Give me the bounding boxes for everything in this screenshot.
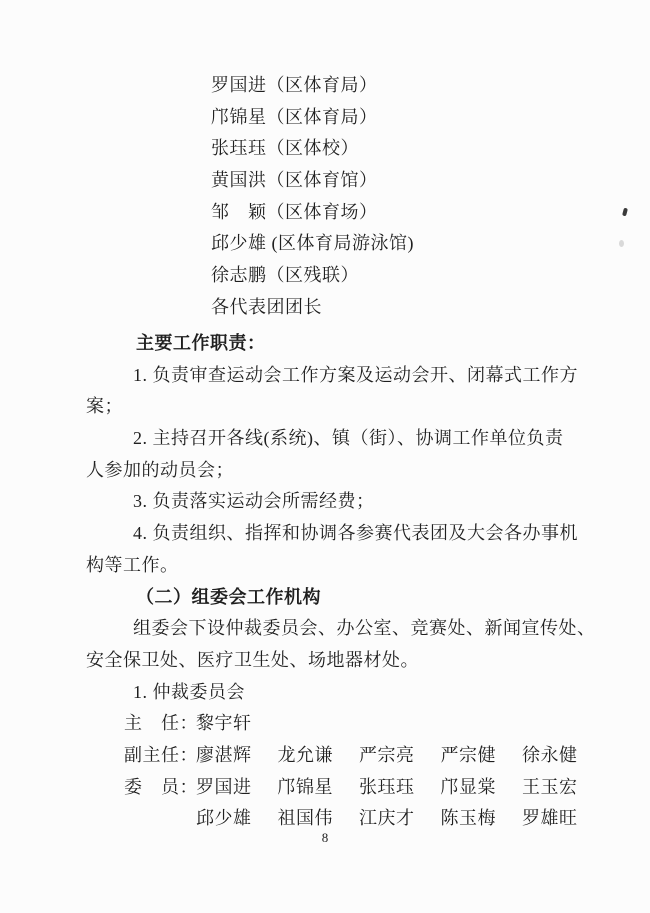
person-name: 祖国伟 [277,808,333,829]
person-name: 严宗亮 [359,744,415,765]
duty-line: 4. 负责组织、指挥和协调各参赛代表团及大会各办事机 [133,523,578,544]
person-name: 龙允谦 [277,744,333,765]
name-list-item: 邱少雄 (区体育局游泳馆) [211,233,414,254]
chair-names [196,708,252,740]
name-list-item: 罗国进（区体育局） [211,75,378,95]
duty-line: 构等工作。 [86,554,179,575]
person-name: 张珏珏 [359,776,415,797]
duty-line: 人参加的动员会； [86,459,234,480]
person-name: 邝锦星 [277,776,333,797]
person-name: 陈玉梅 [440,808,496,829]
name-list-item: 各代表团团长 [211,296,322,317]
committee-vice-row [86,740,626,772]
subsection1-title: 1. 仲裁委员会 [133,681,245,702]
section2-heading: （二）组委会工作机构 [136,586,321,607]
name-list-item: 邹 颖（区体育场） [211,201,378,222]
duty-line: 1. 负责审查运动会工作方案及运动会开、闭幕式工作方 [133,364,578,385]
duties-heading: 主要工作职责： [136,333,266,353]
person-name: 江庆才 [359,808,415,829]
section2-line: 安全保卫处、医疗卫生处、场地器材处。 [86,649,419,670]
ink-speck [622,208,628,217]
person-name: 黎宇轩 [196,713,252,734]
committee-chair-row [86,708,626,740]
members-label: 委 员： [124,776,198,797]
ink-speck [619,240,624,247]
person-name: 徐永健 [522,744,578,765]
duty-line: 案； [86,396,123,417]
person-name: 廖湛辉 [196,744,252,765]
representative-name-list [211,70,414,324]
page-number: 8 [321,830,329,845]
duty-line: 3. 负责落实运动会所需经费； [133,491,375,512]
chair-label: 主 任： [124,713,198,734]
person-name: 罗国进 [196,776,252,797]
duty-line: 2. 主持召开各线(系统)、镇（街）、协调工作单位负责 [133,428,564,449]
name-list-item: 张珏珏（区体校） [211,138,359,159]
person-name: 严宗健 [440,744,496,765]
name-list-item: 徐志鹏（区残联） [211,265,359,286]
vice-chair-label: 副主任： [124,744,198,765]
person-name: 罗雄旺 [522,808,578,829]
vice-chair-names [196,740,578,772]
name-list-item: 邝锦星（区体育局） [211,106,378,127]
section2-line: 组委会下设仲裁委员会、办公室、竞赛处、新闻宣传处、 [133,618,596,639]
person-name: 邱少雄 [196,808,252,829]
document-body [86,328,626,835]
name-list-item: 黄国洪（区体育馆） [211,170,378,191]
person-name: 王玉宏 [522,776,578,797]
committee-members-row-1 [86,772,626,804]
person-name: 邝显棠 [440,776,496,797]
member-names [196,772,578,804]
